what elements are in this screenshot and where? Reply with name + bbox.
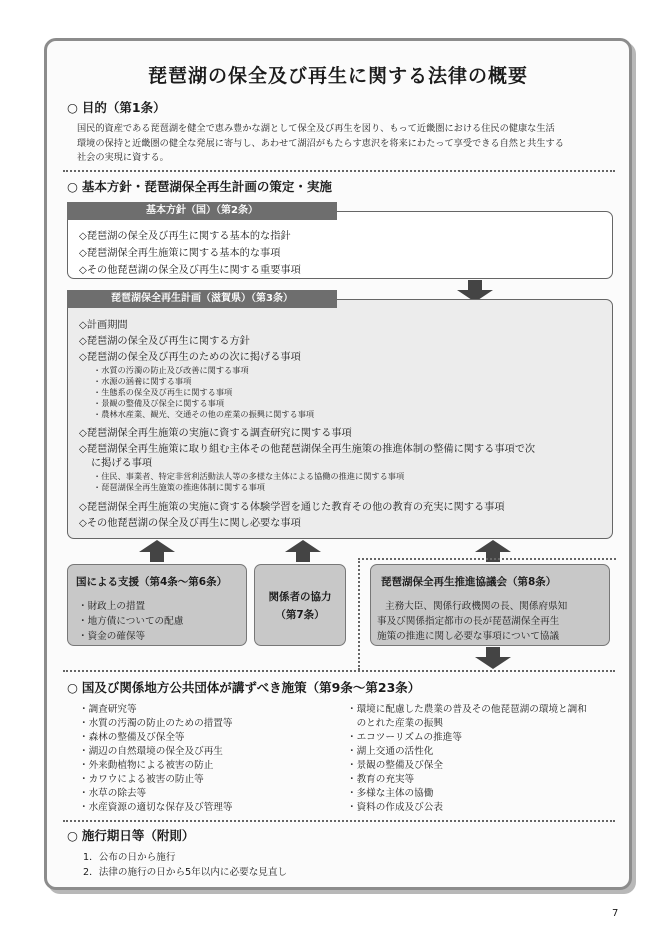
plan-sub-item: ・生態系の保全及び再生に関する事項 [93,387,233,397]
council-line: 主務大臣、関係行政機関の長、関係府県知 [385,601,568,612]
national-policy-tab: 基本方針（国）（第2条） [67,202,337,220]
up-arrow-icon [139,540,175,562]
council-line: 施策の推進に関し必要な事項について協議 [377,631,560,642]
basic-policy-heading [67,177,332,195]
page-title: 琵琶湖の保全及び再生に関する法律の概要 [147,65,528,87]
enforcement-item: 1．公布の日から施行 [83,852,176,863]
national-policy-item: ◇琵琶湖の保全及び再生に関する基本的な指針 [79,231,291,242]
plan-item: ◇琵琶湖の保全及び再生のための次に掲げる事項 [79,352,301,363]
enforcement-heading-text: 施行期日等（附則） [81,828,195,843]
measure-item: ・カワウによる被害の防止等 [79,774,204,785]
plan-tab: 琵琶湖保全再生計画（滋賀県）（第3条） [67,290,337,308]
plan-item: ◇その他琵琶湖の保全及び再生に関し必要な事項 [79,518,301,529]
plan-item: ◇琵琶湖の保全及び再生に関する方針 [79,336,250,347]
measure-item: ・水産資源の適切な保存及び管理等 [79,802,233,813]
down-arrow-icon [475,647,511,669]
national-policy-item: ◇琵琶湖保全再生施策に関する基本的な事項 [79,248,281,259]
measure-item: ・湖上交通の活性化 [347,746,434,757]
up-arrow-icon [285,540,321,562]
support-item: ・資金の確保等 [78,631,146,642]
plan-sub-item: ・水源の涵養に関する事項 [93,376,192,386]
national-policy-item: ◇その他琵琶湖の保全及び再生に関する重要事項 [79,265,301,276]
measure-item: ・外来動植物による被害の防止 [79,760,214,771]
measure-item: ・景観の整備及び保全 [347,760,443,771]
plan-sub-item: ・琵琶湖保全再生施策の推進体制に関する事項 [93,482,265,492]
plan-sub-item: ・住民、事業者、特定非営利活動法人等の多様な主体による協働の推進に関する事項 [93,471,405,481]
plan-item: ◇琵琶湖保全再生施策の実施に資する体験学習を通じた教育その他の教育の充実に関する事項 [79,502,505,513]
plan-item-continued: に掲げる事項 [91,458,153,469]
plan-item: ◇計画期間 [79,320,128,331]
circle-bullet-icon: ○ [67,828,78,843]
measure-item: ・水草の除去等 [79,788,147,799]
support-item: ・財政上の措置 [78,601,146,612]
basic-policy-heading-text: 基本方針・琵琶湖保全再生計画の策定・実施 [81,179,332,194]
support-title: 国による支援（第4条〜第6条） [76,576,228,588]
measure-item: ・調査研究等 [79,704,137,715]
document-frame [44,38,632,890]
page-number: 7 [612,908,619,919]
enforcement-item: 2．法律の施行の日から5年以内に必要な見直し [83,867,288,878]
enforcement-heading [67,826,194,844]
measure-item-continued: のとれた産業の振興 [347,718,443,729]
purpose-heading-text: 目的（第1条） [81,100,166,115]
section-divider [63,670,615,672]
section-divider [63,170,615,172]
circle-bullet-icon: ○ [67,179,78,194]
circle-bullet-icon: ○ [67,100,78,115]
council-title: 琵琶湖保全再生推進協議会（第8条） [381,576,557,588]
support-item: ・地方債についての配慮 [78,616,184,627]
measure-item: ・エコツーリズムの推進等 [347,732,462,743]
measure-item: ・多様な主体の協働 [347,788,434,799]
purpose-line: 国民的資産である琵琶湖を健全で恵み豊かな湖として保全及び再生を図り、もって近畿圏における住民の健康な生活 [77,123,555,134]
cooperation-title: 関係者の協力 [268,591,332,603]
measures-heading-text: 国及び関係地方公共団体が講ずべき施策（第9条〜第23条） [81,680,421,695]
cooperation-article: （第7条） [275,609,325,621]
section-divider [63,820,615,822]
cooperation-box [254,564,346,646]
support-box [67,564,247,646]
purpose-line: 環境の保持と近畿圏の健全な発展に寄与し、あわせて湖沼がもたらす恵沢を将来にわたって享受できる自然と共生する [77,137,564,149]
plan-item: ◇琵琶湖保全再生施策の実施に資する調査研究に関する事項 [79,428,352,439]
measure-item: ・環境に配慮した農業の普及その他琵琶湖の環境と調和 [347,704,587,715]
plan-sub-item: ・水質の汚濁の防止及び改善に関する事項 [93,365,249,375]
measure-item: ・湖辺の自然環境の保全及び再生 [79,746,223,757]
purpose-text [77,122,617,166]
plan-sub-item: ・景観の整備及び保全に関する事項 [93,398,225,408]
purpose-heading [67,98,166,116]
measures-heading [67,678,420,696]
plan-item: ◇琵琶湖保全再生施策に取り組む主体その他琵琶湖保全再生施策の推進体制の整備に関する事項で次 [79,444,536,455]
council-box [370,564,610,646]
measure-item: ・水質の汚濁の防止のための措置等 [79,718,233,729]
council-line: 事及び関係指定都市の長が琵琶湖保全再生 [377,616,560,627]
measure-item: ・森林の整備及び保全等 [79,732,185,743]
measure-item: ・教育の充実等 [347,774,415,785]
circle-bullet-icon: ○ [67,680,78,695]
plan-sub-item: ・農林水産業、観光、交通その他の産業の振興に関する事項 [93,409,315,419]
measure-item: ・資料の作成及び公表 [347,802,443,813]
purpose-line: 社会の実現に資する。 [77,152,169,163]
